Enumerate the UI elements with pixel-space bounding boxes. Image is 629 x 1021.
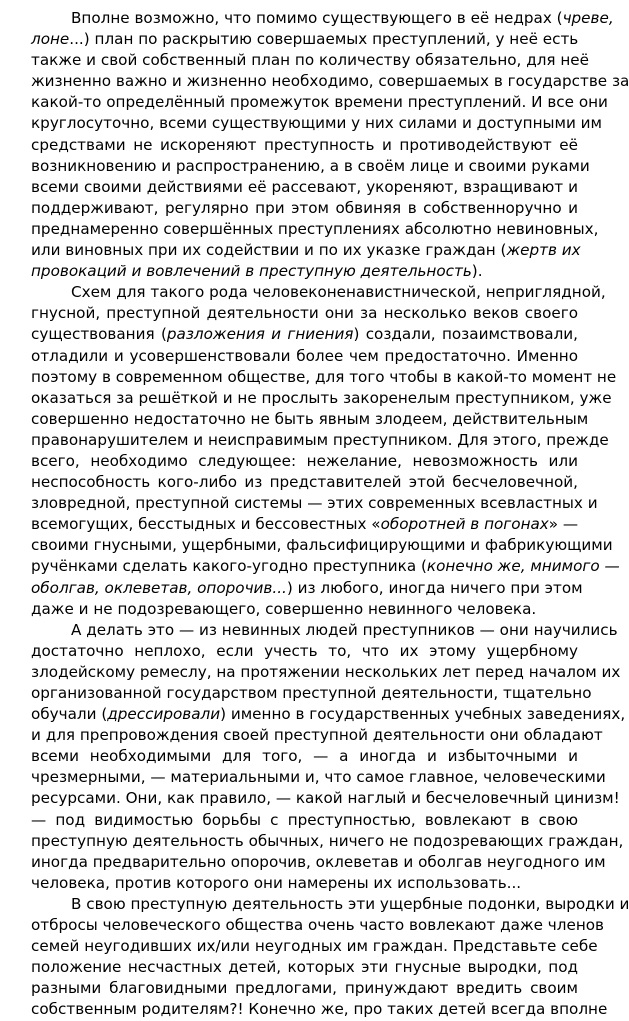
text-line [31, 324, 578, 345]
text-line [31, 810, 578, 831]
body-paragraph [31, 620, 626, 894]
text-segment: — под видимостью борьбы с преступностью, вовлекают в свою [31, 810, 578, 829]
text-segment: Вполне возможно, что помимо существующего в её недрах ( [71, 9, 563, 27]
text-segment: отладили и усовершенствовали более чем предостаточно. Именно [31, 346, 578, 365]
text-segment: иногда предварительно опорочив, оклеветав и оболгав неугодного им [31, 852, 606, 871]
text-segment: обучали ( [31, 705, 108, 724]
text-line [31, 662, 621, 683]
text-segment: круглосуточно, всеми существующими у них силами и доступными им [31, 114, 602, 133]
text-line [31, 493, 598, 514]
text-segment: положение несчастных детей, которых эти гнусные выродки, под [31, 958, 578, 977]
text-line [31, 8, 614, 29]
text-segment: ) из любого, иногда ничего при этом [286, 578, 583, 597]
text-line [31, 999, 608, 1020]
text-line [31, 852, 606, 873]
text-segment: или виновных при их содействии и по их указке граждан ( [31, 241, 507, 260]
italic-text: оборотней в погонах [380, 515, 549, 534]
text-line [31, 725, 603, 746]
text-segment: преступную деятельность обычных, ничего не подозревающих граждан, [31, 831, 624, 850]
text-line [31, 409, 589, 430]
text-segment: отбросы человеческого общества очень часто вовлекают даже членов [31, 916, 604, 935]
text-segment: гнусной, преступной деятельности они за несколько веков своего [31, 304, 578, 323]
text-line [31, 367, 617, 388]
text-segment: средствами не искореняют преступность и противодействуют её [31, 135, 578, 154]
text-segment: зловредной, преступной системы — этих современных всевластных и [31, 494, 598, 513]
text-line [31, 472, 578, 493]
text-segment: правонарушителем и неисправимым преступником. Для этого, прежде [31, 430, 609, 449]
text-line [31, 430, 609, 451]
text-line [31, 240, 581, 261]
text-line [31, 388, 612, 409]
text-line [31, 177, 578, 198]
text-line [31, 556, 620, 577]
text-segment: оказаться за решёткой и не прослыть закоренелым преступником, уже [31, 388, 612, 407]
text-line [31, 620, 618, 641]
text-line [31, 50, 589, 71]
text-line [31, 599, 578, 620]
text-line [31, 578, 583, 599]
italic-text: лоне [31, 30, 70, 49]
text-segment: » — [548, 515, 579, 534]
text-line [31, 261, 578, 282]
text-segment: всеми своими действиями её рассевают, укореняют, взращивают и [31, 177, 578, 196]
text-segment: собственным родителям?! Конечно же, про таких детей всегда вполне [31, 1000, 608, 1019]
italic-text: жертв их [506, 241, 581, 260]
text-segment: и для препровождения своей преступной деятельности они обладают [31, 726, 603, 745]
text-line [31, 978, 578, 999]
text-line [31, 746, 578, 767]
text-segment: всеми необходимыми для того, — а иногда и избыточными и [31, 747, 578, 766]
text-line [31, 135, 578, 156]
body-paragraph [31, 8, 629, 282]
text-segment: всего, необходимо следующее: нежелание, невозможность или [31, 451, 578, 470]
text-segment: поддерживают, регулярно при этом обвиняя в собственноручно и [31, 198, 578, 217]
text-line [31, 346, 578, 367]
text-line [31, 767, 606, 788]
text-segment: человека, против которого они намерены их использовать... [31, 873, 522, 892]
text-segment: ...) план по раскрытию совершаемых преступлений, у неё есть [69, 30, 579, 49]
italic-text: разложения и гниения [166, 325, 354, 344]
text-line [31, 451, 578, 472]
text-segment: всемогущих, бесстыдных и бессовестных « [31, 515, 381, 534]
text-line [31, 873, 578, 894]
text-segment: даже и не подозревающего, совершенно невинного человека. [31, 599, 537, 618]
body-paragraph [31, 894, 629, 1021]
text-segment: также и свой собственный план по количеству обязательно, для неё [31, 51, 589, 70]
italic-text: чреве, [562, 9, 614, 27]
text-line [31, 831, 624, 852]
text-segment: поэтому в современном обществе, для того чтобы в какой-то момент не [31, 367, 617, 386]
body-paragraph [31, 282, 620, 620]
text-segment: Схем для такого рода человеконенавистнической, неприглядной, [71, 283, 606, 302]
italic-text: провокаций и вовлечений в преступную деятельность [31, 262, 472, 281]
text-line [31, 71, 629, 92]
text-segment: злодейскому ремеслу, на протяжении нескольких лет перед началом их [31, 662, 621, 681]
text-line [31, 113, 602, 134]
text-line [31, 535, 613, 556]
text-segment: ручёнками сделать какого-угодно преступника ( [31, 557, 427, 576]
text-line [31, 788, 620, 809]
text-segment: В свою преступную деятельность эти ущербные подонки, выродки и [71, 894, 629, 913]
text-line [31, 683, 592, 704]
text-line [31, 92, 608, 113]
text-segment: ресурсами. Они, как правило, — какой наглый и бесчеловечный цинизм! [31, 789, 620, 808]
text-segment: чрезмерными, — материальными и, что самое главное, человеческими [31, 768, 606, 787]
text-line [31, 514, 578, 535]
text-line [31, 282, 606, 303]
text-segment: совершенно недостаточно не быть явным злодеем, действительным [31, 409, 589, 428]
text-line [31, 915, 604, 936]
text-segment: какой-то определённый промежуток времени преступлений. И все они [31, 93, 608, 112]
text-segment: ) именно в государственных учебных заведениях, [220, 705, 626, 724]
italic-text: конечно же, мнимого — [426, 557, 620, 576]
text-line [31, 894, 629, 915]
text-line [31, 641, 578, 662]
text-segment: своими гнусными, ущербными, фальсифицирующими и фабрикующими [31, 536, 613, 555]
text-segment: семей неугодивших их/или неугодных им граждан. Представьте себе [31, 937, 598, 956]
text-segment: неспособность кого-либо из представителей этой бесчеловечной, [31, 473, 578, 492]
text-segment: возникновению и распространению, а в своём лице и своими руками [31, 156, 590, 175]
text-line [31, 957, 578, 978]
text-line [31, 29, 578, 50]
text-line [31, 198, 578, 219]
text-segment: ). [471, 262, 483, 281]
text-segment: разными благовидными предлогами, принуждают вредить своим [31, 979, 578, 998]
text-segment: ) создали, позаимствовали, [353, 325, 578, 344]
text-segment: А делать это — из невинных людей преступников — они научились [71, 620, 618, 639]
text-segment: жизненно важно и жизненно необходимо, совершаемых в государстве за [31, 72, 629, 91]
text-segment: преднамеренно совершённых преступлениях абсолютно невиновных, [31, 219, 599, 238]
text-segment: достаточно неплохо, если учесть то, что их этому ущербному [31, 641, 578, 660]
text-line [31, 219, 599, 240]
text-line [31, 156, 590, 177]
italic-text: оболгав, оклеветав, опорочив... [31, 578, 287, 597]
text-line [31, 704, 626, 725]
text-line [31, 936, 598, 957]
text-segment: организованной государством преступной деятельности, тщательно [31, 684, 592, 702]
text-line [31, 303, 578, 324]
text-segment: существования ( [31, 325, 167, 344]
italic-text: дрессировали [107, 705, 221, 724]
